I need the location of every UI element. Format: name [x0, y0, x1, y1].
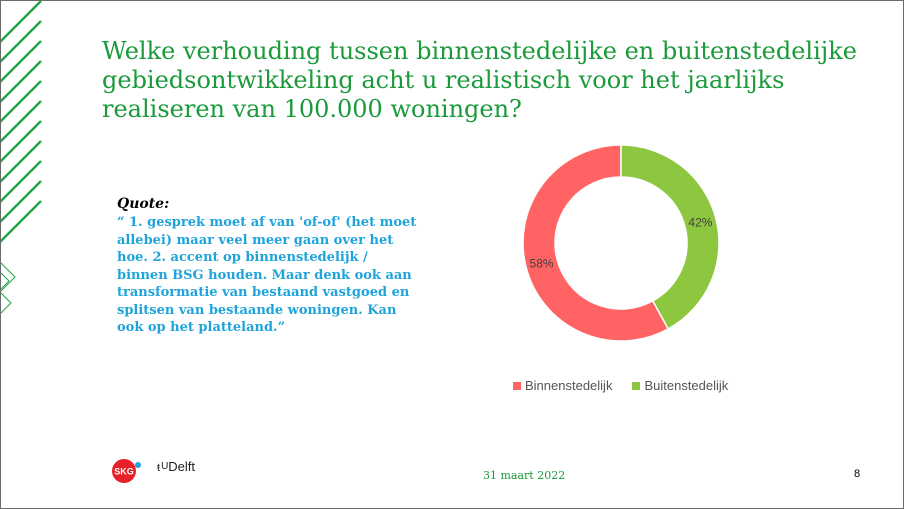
skg-logo-text: SKG: [114, 466, 134, 477]
chart-legend: [513, 378, 728, 393]
legend-item-binnenstedelijk: [513, 378, 612, 393]
footer-date: 31 maart 2022: [483, 469, 566, 482]
legend-swatch-buitenstedelijk: [632, 382, 640, 390]
diagonal-stripes-decoration: [1, 1, 61, 321]
tudelft-u: U: [161, 461, 169, 472]
page-number: 8: [854, 468, 861, 480]
quote-text: “ 1. gesprek moet af van 'of-of' (het moet allebei) maar veel meer gaan over het hoe. 2. accent op binnenstedelijk / binnen BSG houden. Maar denk ook aan transformatie van bestaand vastgoed en splitsen van bestaande woningen. Kan ook op het platteland.”: [117, 215, 417, 335]
skg-logo: [109, 456, 143, 486]
slide-title: Welke verhouding tussen binnenstedelijke en buitenstedelijke gebiedsontwikkeling acht u realistisch voor het jaarlijks realiseren van 100.000 woningen?: [102, 37, 857, 123]
tudelft-logo: [157, 459, 195, 474]
donut-label-buitenstedelijk: 42%: [688, 215, 713, 230]
legend-label-binnenstedelijk: Binnenstedelijk: [525, 378, 613, 393]
donut-chart: [501, 131, 741, 356]
legend-item-buitenstedelijk: [632, 378, 728, 393]
tudelft-logo-text: Delft: [168, 459, 196, 474]
donut-label-binnenstedelijk: 58%: [529, 256, 554, 271]
quote-label: Quote:: [117, 196, 170, 212]
legend-label-buitenstedelijk: Buitenstedelijk: [644, 378, 729, 393]
donut-slice-buitenstedelijk: [621, 145, 719, 329]
tudelft-flame-icon: ŧ: [157, 462, 161, 474]
legend-swatch-binnenstedelijk: [513, 382, 521, 390]
